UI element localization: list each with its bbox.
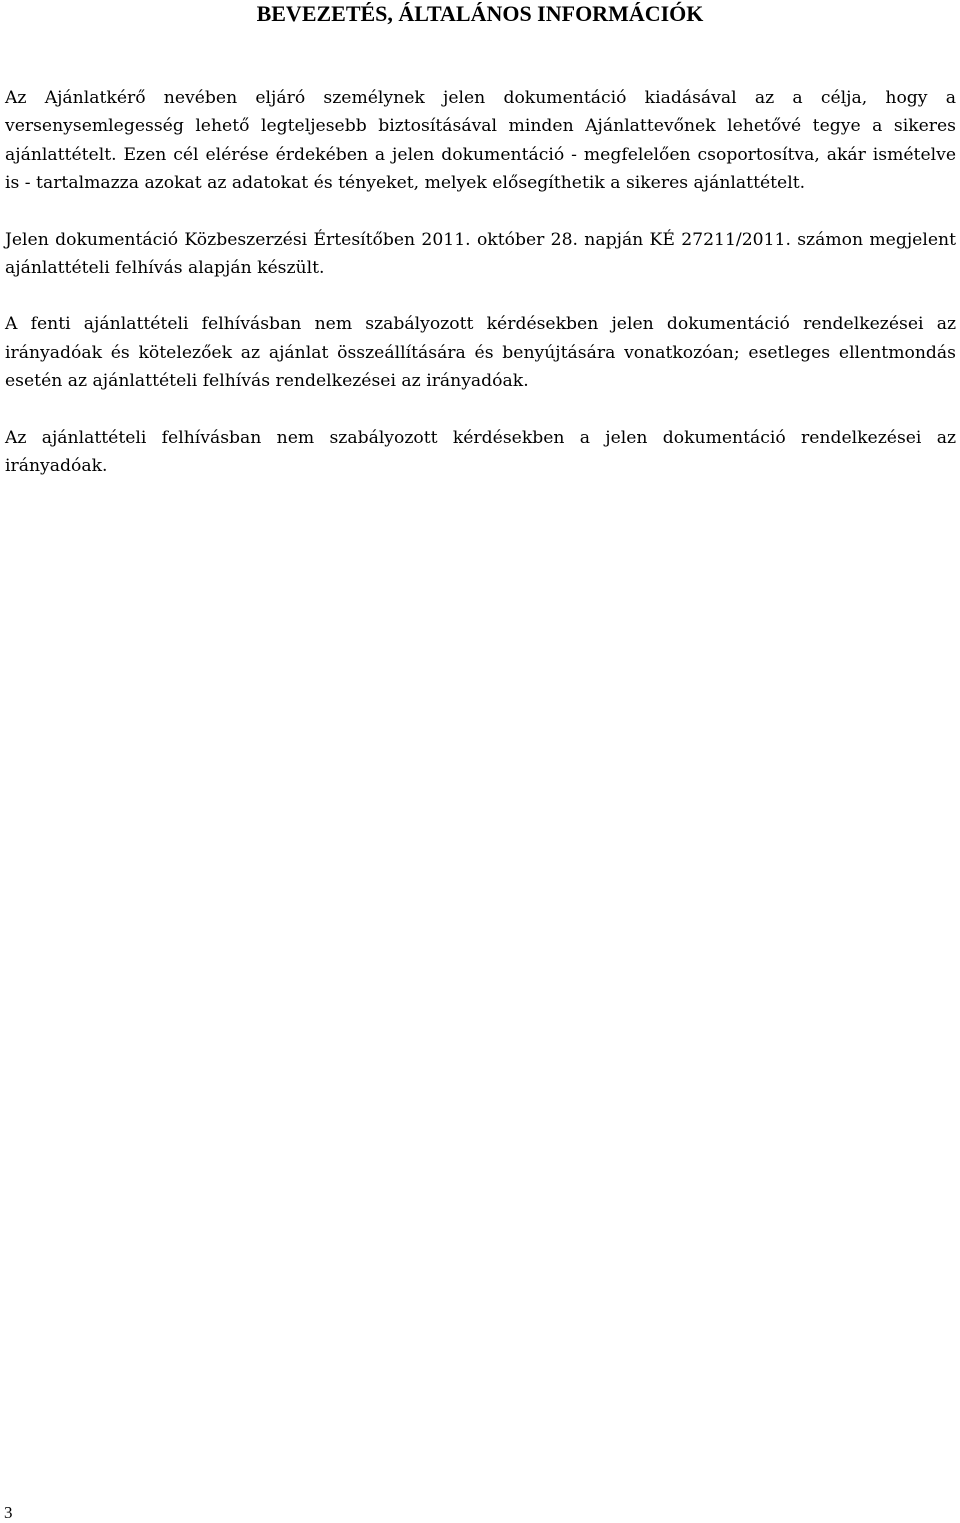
document-body [5,84,956,508]
paragraph-publication: Jelen dokumentáció Közbeszerzési Értesítőben 2011. október 28. napján KÉ 27211/2011. számon megjelent ajánlattételi felhívás alapján készült. [5,229,956,279]
paragraph-precedence: A fenti ajánlattételi felhívásban nem szabályozott kérdésekben jelen dokumentáció rendelkezései az irányadóak és kötelezőek az ajánlat összeállítására és benyújtására vonatkozóan; esetleges ellentmondás esetén az ajánlattételi felhívás rendelkezései az irányadóak. [5,314,956,392]
paragraph-intro: Az Ajánlatkérő nevében eljáró személynek jelen dokumentáció kiadásával az a célja, hogy a versenysemlegesség lehető legteljesebb biztosításával minden Ajánlattevőnek lehetővé tegye a sikeres ajánlattételt. Ezen cél elérése érdekében a jelen dokumentáció - megfelelően csoportosítva, akár ismételve is - tartalmazza azokat az adatokat és tényeket, melyek elősegíthetik a sikeres ajánlattételt. [5,88,956,194]
paragraph-unregulated: Az ajánlattételi felhívásban nem szabályozott kérdésekben a jelen dokumentáció rendelkezései az irányadóak. [5,427,956,477]
section-heading: BEVEZETÉS, ÁLTALÁNOS INFORMÁCIÓK [256,1,704,26]
page-number: 3 [4,1503,13,1522]
